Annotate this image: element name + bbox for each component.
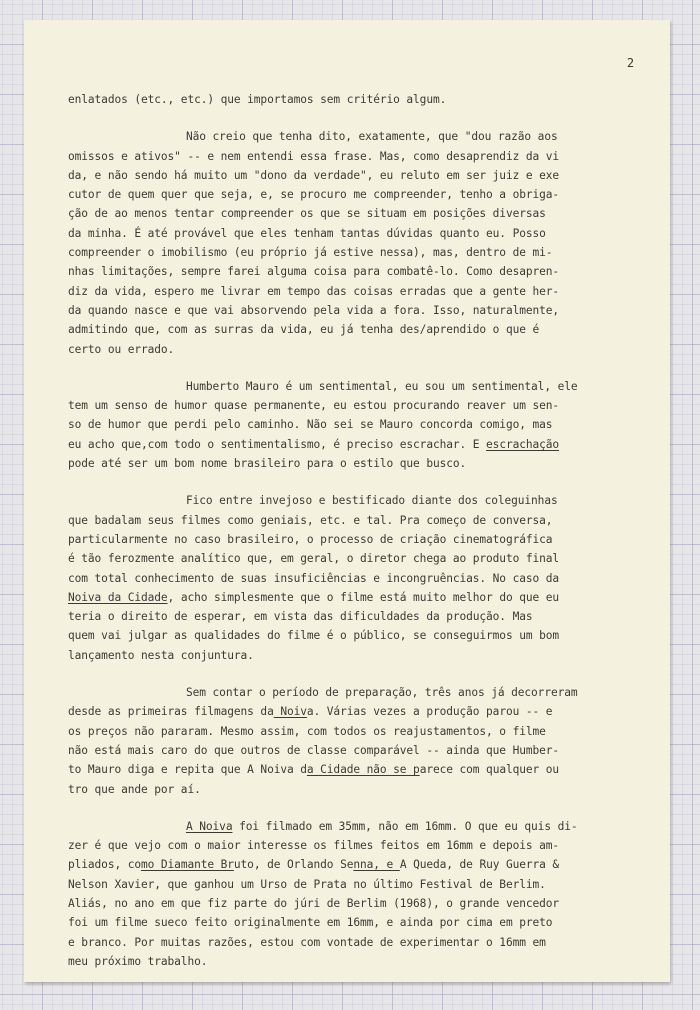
text-line: so de humor que perdi pelo caminho. Não sei se Mauro concorda comigo, mas <box>68 418 553 432</box>
underlined-title: a Cidade não se p <box>306 763 420 777</box>
page-body <box>68 90 660 989</box>
text-line: os preços não pararam. Mesmo assim, com todos os reajustamentos, o filme <box>68 724 546 738</box>
text-line: Aliás, no ano em que fiz parte do júri de Berlim (1968), o grande vencedor <box>68 896 560 910</box>
text-line: ção de ao menos tentar compreender os que se situam em posições diversas <box>68 207 546 221</box>
paragraph <box>68 817 660 971</box>
text-line: eu acho que,com todo o sentimentalismo, é preciso escrachar. E escrachação <box>68 437 560 451</box>
text-line: Não creio que tenha dito, exatamente, que "dou razão aos <box>186 130 558 144</box>
text-line: compreender o imobilismo (eu próprio já estive nessa), mas, dentro de mi- <box>68 246 553 260</box>
text-line: pliados, como Diamante Bruto, de Orlando Senna, e A Queda, de Ruy Guerra & <box>68 858 560 872</box>
text-line: quem vai julgar as qualidades do filme é o público, se conseguirmos um bom <box>68 629 560 643</box>
text-line: foi um filme sueco feito originalmente em 16mm, e ainda por cima em preto <box>68 916 553 930</box>
text-line: Fico entre invejoso e bestificado diante dos coleguinhas <box>186 494 558 508</box>
text-line: tro que ande por aí. <box>68 782 201 796</box>
text-line: Sem contar o período de preparação, três anos já decorreram <box>186 686 578 700</box>
underlined-title: A Noiva <box>186 819 233 833</box>
underlined-title: nna, e <box>353 858 400 872</box>
text-line: Noiva da Cidade, acho simplesmente que o filme está muito melhor do que eu <box>68 590 560 604</box>
text-line: lançamento nesta conjuntura. <box>68 648 254 662</box>
paragraph <box>68 491 660 665</box>
typewritten-page <box>24 20 670 982</box>
text-line: to Mauro diga e repita que A Noiva da Cidade não se parece com qualquer ou <box>68 763 560 777</box>
text-line: particularmente no caso brasileiro, o processo de criação cinematográfica <box>68 532 553 546</box>
underlined-title: escrachação <box>486 437 560 451</box>
paragraph <box>68 90 660 109</box>
text-line: da, e não sendo há muito um "dono da verdade", eu reluto em ser juiz e exe <box>68 168 560 182</box>
underlined-title: Noiv <box>273 705 307 719</box>
page-number: 2 <box>626 56 634 70</box>
text-line: meu próximo trabalho. <box>68 954 208 968</box>
text-line: diz da vida, espero me livrar em tempo das coisas erradas que a gente her- <box>68 284 560 298</box>
paragraph <box>68 127 660 359</box>
text-line: da quando nasce e que vai absorvendo pela vida a fora. Isso, naturalmente, <box>68 303 560 317</box>
underlined-title: mo Diamante Br <box>141 858 234 872</box>
underlined-title: Noiva da Cidade <box>68 590 168 604</box>
text-line: pode até ser um bom nome brasileiro para o estilo que busco. <box>68 457 467 471</box>
text-line: enlatados (etc., etc.) que importamos sem critério algum. <box>68 93 447 106</box>
text-line: A Noiva foi filmado em 35mm, não em 16mm. O que eu quis di- <box>186 819 578 833</box>
text-line: é tão ferozmente analítico que, em geral, o diretor chega ao produto final <box>68 552 560 566</box>
text-line: desde as primeiras filmagens da Noiva. Várias vezes a produção parou -- e <box>68 705 553 719</box>
text-line: certo ou errado. <box>68 342 175 356</box>
text-line: Nelson Xavier, que ganhou um Urso de Prata no último Festival de Berlim. <box>68 877 546 891</box>
text-line: teria o direito de esperar, em vista das dificuldades da produção. Mas <box>68 610 533 624</box>
text-line: que badalam seus filmes como geniais, etc. e tal. Pra começo de conversa, <box>68 513 553 527</box>
text-line: e branco. Por muitas razões, estou com vontade de experimentar o 16mm em <box>68 935 546 949</box>
text-line: admitindo que, com as surras da vida, eu já tenha des/aprendido o que é <box>68 323 540 337</box>
text-line: zer é que vejo com o maior interesse os filmes feitos em 16mm e depois am- <box>68 839 560 853</box>
text-line: omissos e ativos" -- e nem entendi essa frase. Mas, como desaprendiz da vi <box>68 149 560 163</box>
text-line: da minha. É até provável que eles tenham tantas dúvidas quanto eu. Posso <box>68 226 546 240</box>
text-line: nhas limitações, sempre farei alguma coisa para combatê-lo. Como desapren- <box>68 265 560 279</box>
paragraph <box>68 683 660 799</box>
text-line: Humberto Mauro é um sentimental, eu sou um sentimental, ele <box>186 379 578 393</box>
text-line: não está mais caro do que outros de classe comparável -- ainda que Humber- <box>68 743 560 757</box>
text-line: com total conhecimento de suas insuficiências e incongruências. No caso da <box>68 571 560 585</box>
paragraph <box>68 377 660 473</box>
text-line: tem um senso de humor quase permanente, eu estou procurando reaver um sen- <box>68 399 560 413</box>
text-line: cutor de quem quer que seja, e, se procuro me compreender, tenho a obriga- <box>68 188 560 202</box>
